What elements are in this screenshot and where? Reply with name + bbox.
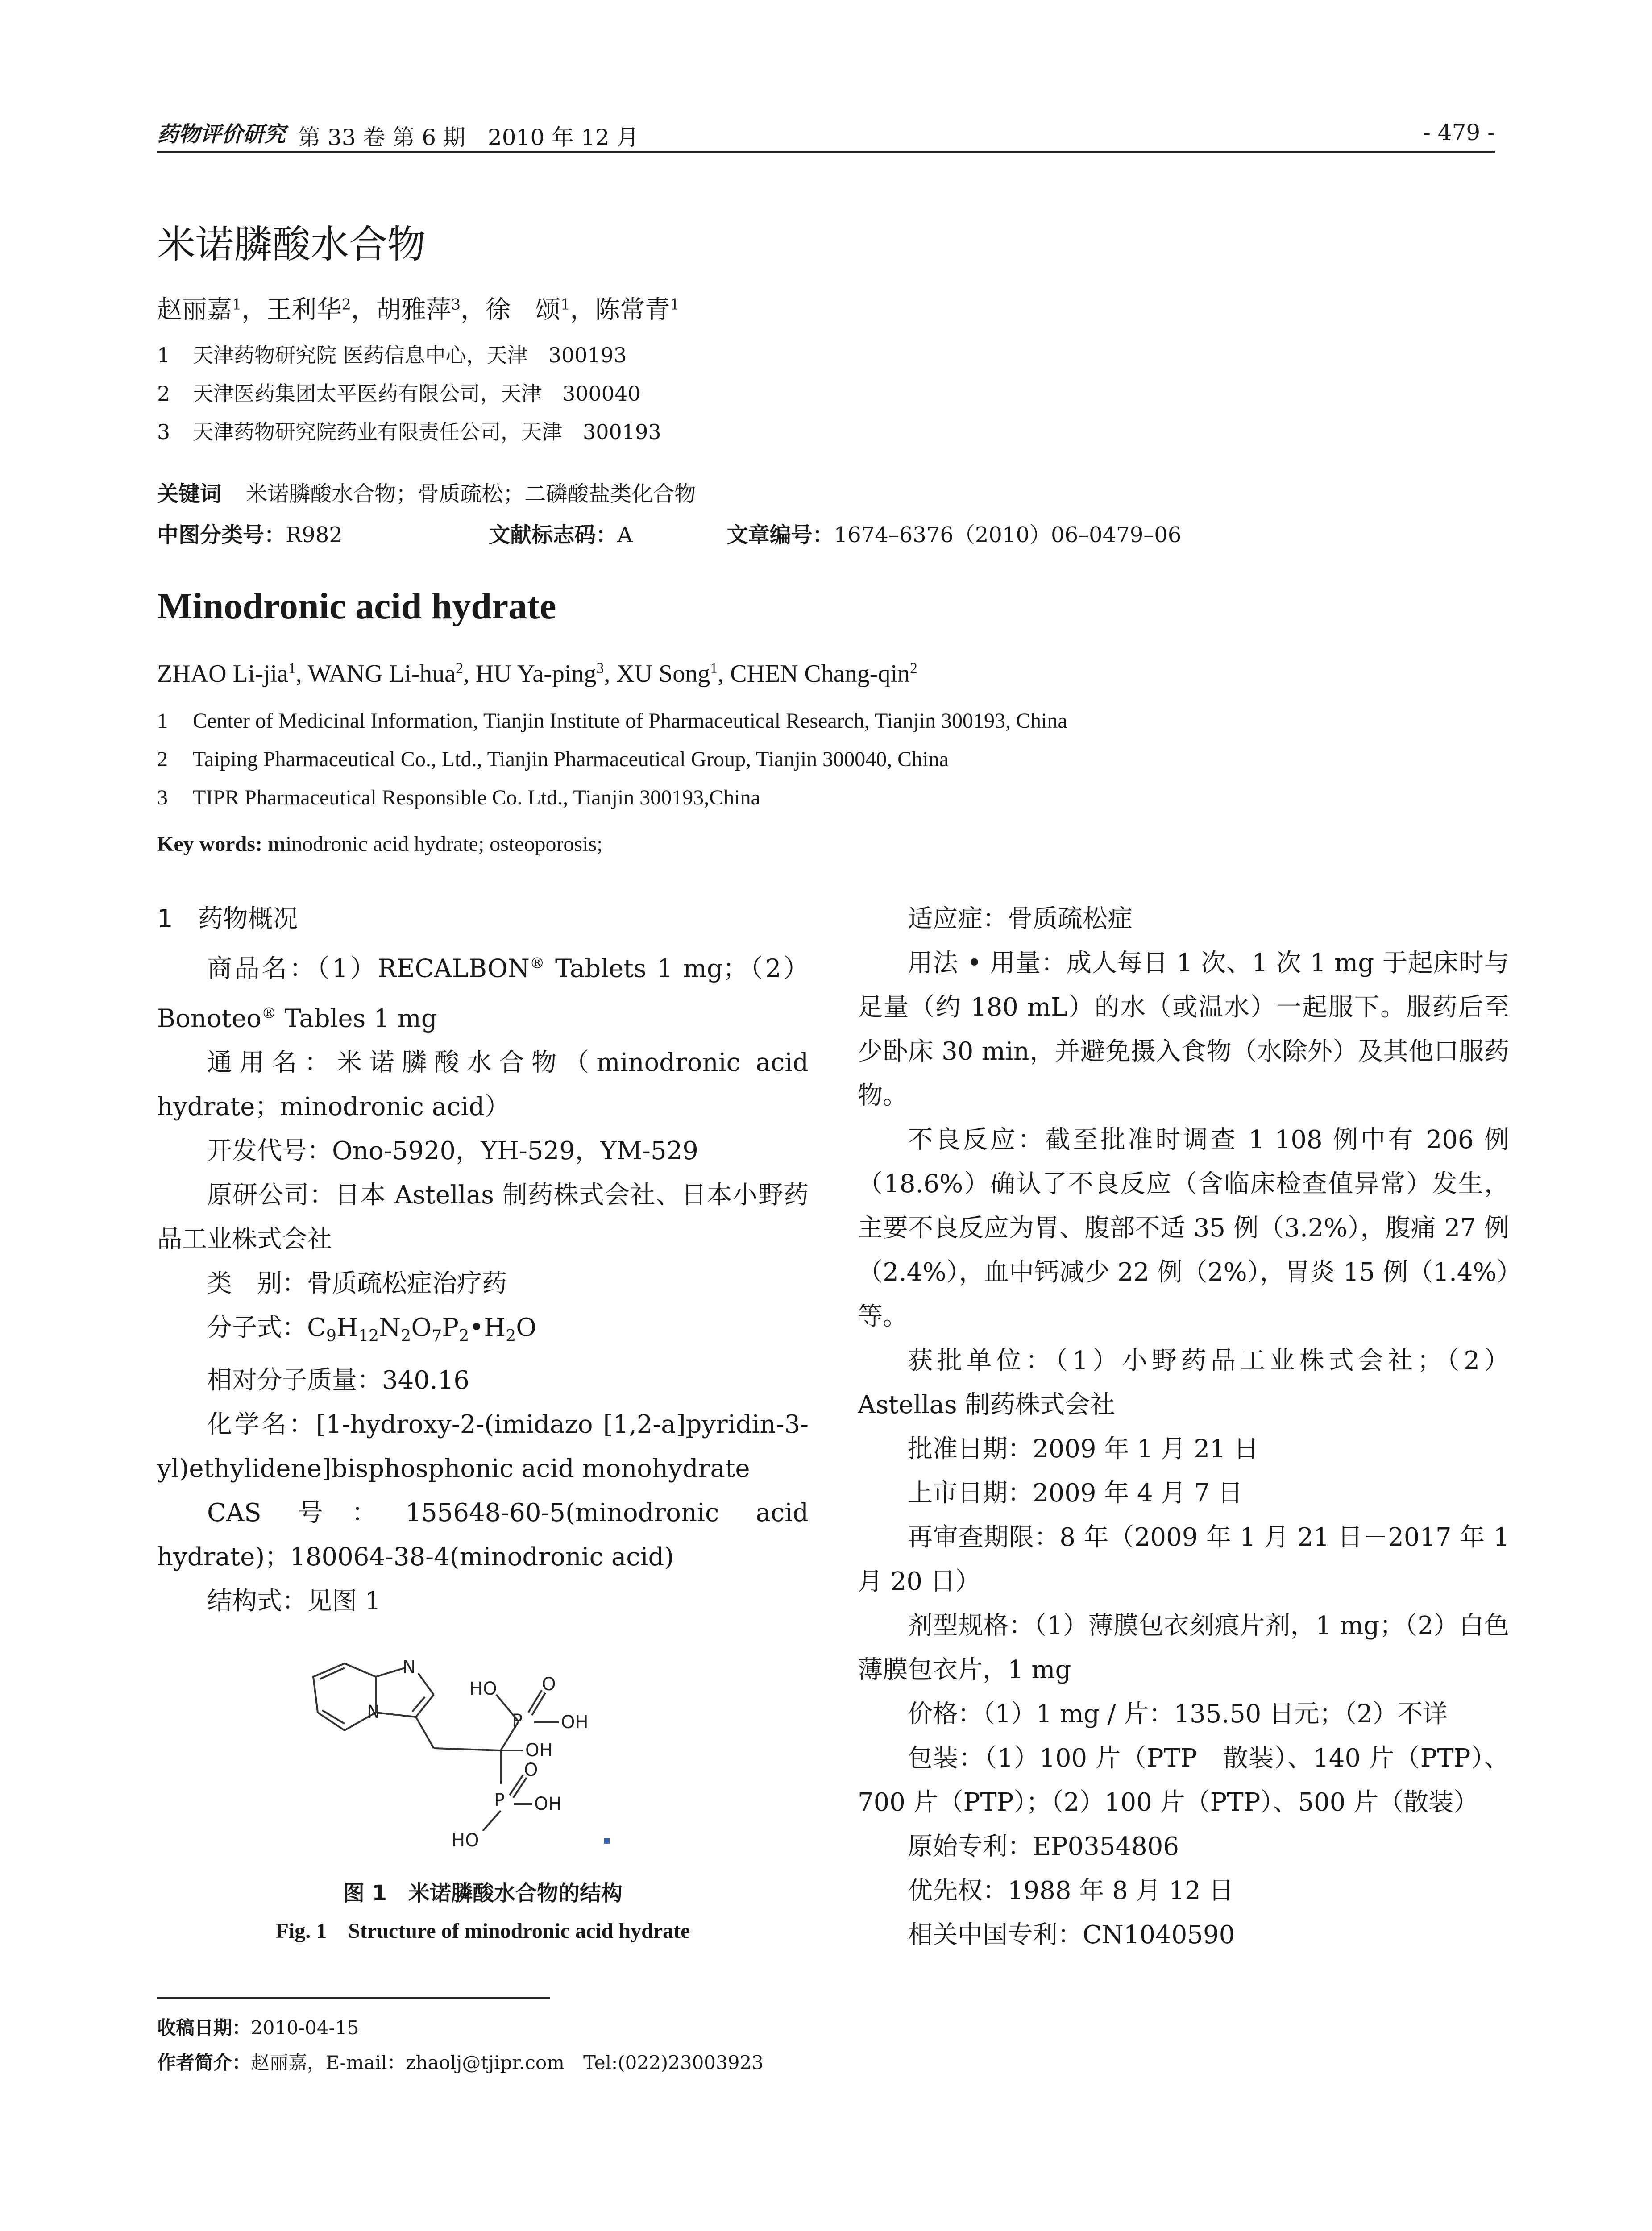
atom-OH-lower: OH	[534, 1793, 562, 1814]
keywords-cn	[157, 477, 696, 507]
affiliation-number: 2	[157, 382, 170, 406]
right-paragraph: 用法 • 用量：成人每日 1 次、1 次 1 mg 于起床时与足量（约 180 mL）的水（或温水）一起服下。服药后至少卧床 30 min，并避免摄入食物（水除外）及其他口服药物。	[858, 949, 1509, 1110]
formula-symbol: N	[379, 1313, 401, 1343]
cas-number: CAS 号：155648-60-5(minodronic acid hydrate)；180064-38-4(minodronic acid)	[157, 1498, 809, 1572]
formula-symbol: •H	[469, 1313, 506, 1343]
formula-symbol: P	[442, 1313, 459, 1343]
figure-marker	[604, 1838, 610, 1844]
keywords-en-bold-initial: m	[267, 832, 286, 856]
received-date	[157, 2013, 359, 2040]
atom-HO-lower: HO	[452, 1830, 479, 1851]
affiliation-number: 3	[157, 786, 168, 809]
atom-P-upper: P	[512, 1710, 523, 1731]
affiliation-text: 天津医药集团太平医药有限公司，天津 300040	[193, 382, 641, 406]
figure-caption-cn: 图 1 米诺膦酸水合物的结构	[343, 1880, 623, 1906]
author-affiliation-mark: 3	[596, 660, 604, 677]
right-paragraph: 上市日期：2009 年 4 月 7 日	[908, 1479, 1243, 1508]
atom-OH-upper: OH	[561, 1712, 589, 1733]
chemical-name: 化学名：[1-hydroxy-2-(imidazo [1,2-a]pyridin-3-yl)ethylidene]bisphosphonic acid monohydrate	[157, 1410, 809, 1483]
author-separator: ,	[718, 660, 731, 688]
affiliation-row	[157, 339, 627, 369]
figure-caption-en: Fig. 1 Structure of minodronic acid hydrate	[275, 1919, 690, 1943]
right-paragraph: 包装：（1）100 片（PTP 散装）、140 片（PTP）、700 片（PTP）；（2）100 片（PTP）、500 片（散装）	[858, 1744, 1509, 1817]
author-name: 陈常青	[595, 295, 670, 324]
atom-N-ring: N	[367, 1701, 380, 1722]
molecular-weight: 相对分子质量：340.16	[207, 1365, 469, 1395]
author-separator: ,	[295, 660, 308, 688]
atom-OH-mid: OH	[525, 1740, 553, 1761]
author-affiliation-mark: 1	[232, 295, 242, 313]
affiliation-number: 1	[157, 343, 170, 367]
section-title: 1 药物概况	[157, 904, 298, 933]
atom-HO-upper: HO	[469, 1678, 497, 1699]
molecular-formula	[157, 1306, 809, 1358]
author-affiliation-mark: 1	[288, 660, 296, 677]
atom-O-upper: O	[542, 1674, 556, 1695]
author-name: CHEN Chang-qin	[730, 660, 910, 688]
right-paragraph: 相关中国专利：CN1040590	[908, 1920, 1235, 1949]
clc-value: R982	[286, 523, 343, 547]
author-separator: ，	[461, 295, 486, 324]
formula-subscript: 2	[401, 1326, 411, 1346]
right-paragraph: 获批单位：（1）小野药品工业株式会社；（2）Astellas 制药株式会社	[858, 1346, 1509, 1419]
author-affiliation-mark: 1	[710, 660, 718, 677]
title-cn: 米诺膦酸水合物	[157, 222, 426, 267]
keywords-en	[157, 832, 602, 856]
author-name: HU Ya-ping	[475, 660, 597, 688]
author-name: 赵丽嘉	[157, 295, 232, 324]
received-value: 2010-04-15	[251, 2017, 359, 2039]
reg-mark-1: ®	[530, 954, 545, 972]
right-paragraph: 不良反应：截至批准时调查 1 108 例中有 206 例（18.6%）确认了不良反应（含临床检查值异常）发生，主要不良反应为胃、腹部不适 35 例（3.2%），腹痛 27 例（2.4%），血中钙减少 22 例（2%），胃炎 15 例（1.4%）等。	[858, 1125, 1509, 1331]
atom-O-lower: O	[524, 1759, 538, 1780]
formula-value	[307, 1313, 537, 1346]
formula-symbol: C	[307, 1313, 326, 1343]
figure-1	[157, 1623, 809, 1873]
dev-code: 开发代号：Ono-5920，YH-529，YM-529	[207, 1136, 698, 1166]
author-affiliation-mark: 2	[455, 660, 463, 677]
author-separator: ,	[463, 660, 476, 688]
affiliation-text: 天津药物研究院 医药信息中心，天津 300193	[193, 343, 627, 367]
structure-ref: 结构式：见图 1	[207, 1586, 381, 1616]
right-paragraph: 价格：（1）1 mg / 片：135.50 日元；（2）不详	[908, 1700, 1448, 1729]
formula-symbol: O	[411, 1313, 432, 1343]
affiliation-row	[157, 416, 661, 445]
affiliation-text: 天津药物研究院药业有限责任公司，天津 300193	[193, 420, 661, 444]
author-affiliation-mark: 2	[909, 660, 917, 677]
formula-symbol: H	[336, 1313, 358, 1343]
author-separator: ，	[241, 295, 267, 324]
title-en: Minodronic acid hydrate	[157, 585, 556, 627]
received-label: 收稿日期：	[157, 2017, 251, 2039]
doc-value: A	[617, 523, 633, 547]
atom-P-lower: P	[494, 1790, 505, 1811]
company: 原研公司：日本 Astellas 制药株式会社、日本小野药品工业株式会社	[157, 1181, 809, 1254]
formula-subscript: 7	[432, 1326, 442, 1346]
clc-label: 中图分类号：	[157, 523, 286, 547]
keywords-en-text: inodronic acid hydrate; osteoporosis;	[285, 832, 603, 856]
art-label: 文章编号：	[726, 523, 834, 547]
affiliation-text: Center of Medicinal Information, Tianjin Institute of Pharmaceutical Research, Tianjin 300193, China	[193, 709, 1067, 733]
keywords-cn-text: 米诺膦酸水合物；骨质疏松；二磷酸盐类化合物	[246, 481, 696, 506]
authors-cn	[157, 290, 680, 326]
author-name: 胡雅萍	[376, 295, 451, 324]
formula-subscript: 2	[459, 1326, 469, 1346]
affiliation-row	[157, 747, 949, 771]
classification-line	[157, 518, 1181, 548]
header-rule	[157, 151, 1495, 153]
formula-symbol: O	[516, 1313, 537, 1343]
structure-diagram	[157, 1623, 809, 1873]
affiliation-row	[157, 709, 1067, 733]
keywords-en-label: Key words:	[157, 832, 268, 856]
author-value: 赵丽嘉，E-mail：zhaolj@tjipr.com Tel:(022)23003923	[251, 2052, 764, 2073]
trade-name-a: 商品名：（1）RECALBON	[207, 954, 530, 983]
author-affiliation-mark: 1	[560, 295, 570, 313]
author-name: XU Song	[616, 660, 710, 688]
trade-name-b: Tablets 1 mg；（2）Bonoteo	[157, 954, 809, 1033]
affiliation-number: 2	[157, 747, 168, 771]
affiliation-row	[157, 377, 641, 407]
formula-subscript: 12	[358, 1326, 379, 1346]
author-label: 作者简介：	[157, 2052, 251, 2073]
keywords-cn-label: 关键词	[157, 481, 222, 506]
author-info	[157, 2048, 764, 2075]
category: 类 别：骨质疏松症治疗药	[207, 1269, 507, 1298]
art-value: 1674–6376（2010）06–0479–06	[834, 523, 1182, 547]
affiliation-text: TIPR Pharmaceutical Responsible Co. Ltd., Tianjin 300193,China	[193, 786, 760, 809]
affiliation-number: 1	[157, 709, 168, 733]
left-column	[157, 897, 809, 1949]
author-affiliation-mark: 2	[341, 295, 351, 313]
generic-name: 通用名：米诺膦酸水合物（minodronic acid hydrate；minodronic acid）	[157, 1048, 809, 1122]
author-affiliation-mark: 1	[670, 295, 680, 313]
author-affiliation-mark: 3	[451, 295, 461, 313]
formula-subscript: 2	[506, 1326, 516, 1346]
affiliation-row	[157, 785, 760, 810]
formula-label: 分子式：	[207, 1313, 307, 1343]
journal-name: 药物评价研究	[157, 122, 286, 147]
right-paragraph: 再审查期限：8 年（2009 年 1 月 21 日－2017 年 1 月 20 日）	[858, 1523, 1509, 1596]
right-column	[858, 897, 1509, 1957]
author-separator: ,	[604, 660, 617, 688]
affiliation-number: 3	[157, 420, 170, 444]
doc-label: 文献标志码：	[489, 523, 618, 547]
affiliation-text: Taiping Pharmaceutical Co., Ltd., Tianjin Pharmaceutical Group, Tianjin 300040, China	[193, 747, 949, 771]
trade-name-c: Tables 1 mg	[276, 1004, 437, 1033]
page-number: - 479 -	[1423, 120, 1495, 145]
pyridine-ring	[313, 1663, 376, 1730]
author-name: 王利华	[266, 295, 342, 324]
author-separator: ，	[570, 295, 595, 324]
author-name: WANG Li-hua	[307, 660, 456, 688]
atom-N: N	[403, 1657, 416, 1678]
right-paragraph: 优先权：1988 年 8 月 12 日	[908, 1876, 1234, 1905]
issue-info: 第 33 卷 第 6 期 2010 年 12 月	[298, 124, 639, 150]
right-paragraph: 适应症：骨质疏松症	[908, 904, 1133, 933]
author-separator: ，	[351, 295, 376, 324]
authors-en	[157, 659, 917, 688]
author-name: ZHAO Li-jia	[157, 660, 288, 688]
reg-mark-2: ®	[261, 1004, 277, 1022]
right-paragraph: 原始专利：EP0354806	[908, 1832, 1179, 1861]
author-name: 徐 颂	[486, 295, 561, 324]
right-paragraph: 批准日期：2009 年 1 月 21 日	[908, 1435, 1259, 1464]
trade-name	[157, 941, 809, 1041]
footnote-rule	[157, 1997, 550, 1999]
formula-subscript: 9	[326, 1326, 337, 1346]
right-paragraph: 剂型规格：（1）薄膜包衣刻痕片剂，1 mg；（2）白色薄膜包衣片，1 mg	[858, 1611, 1509, 1684]
